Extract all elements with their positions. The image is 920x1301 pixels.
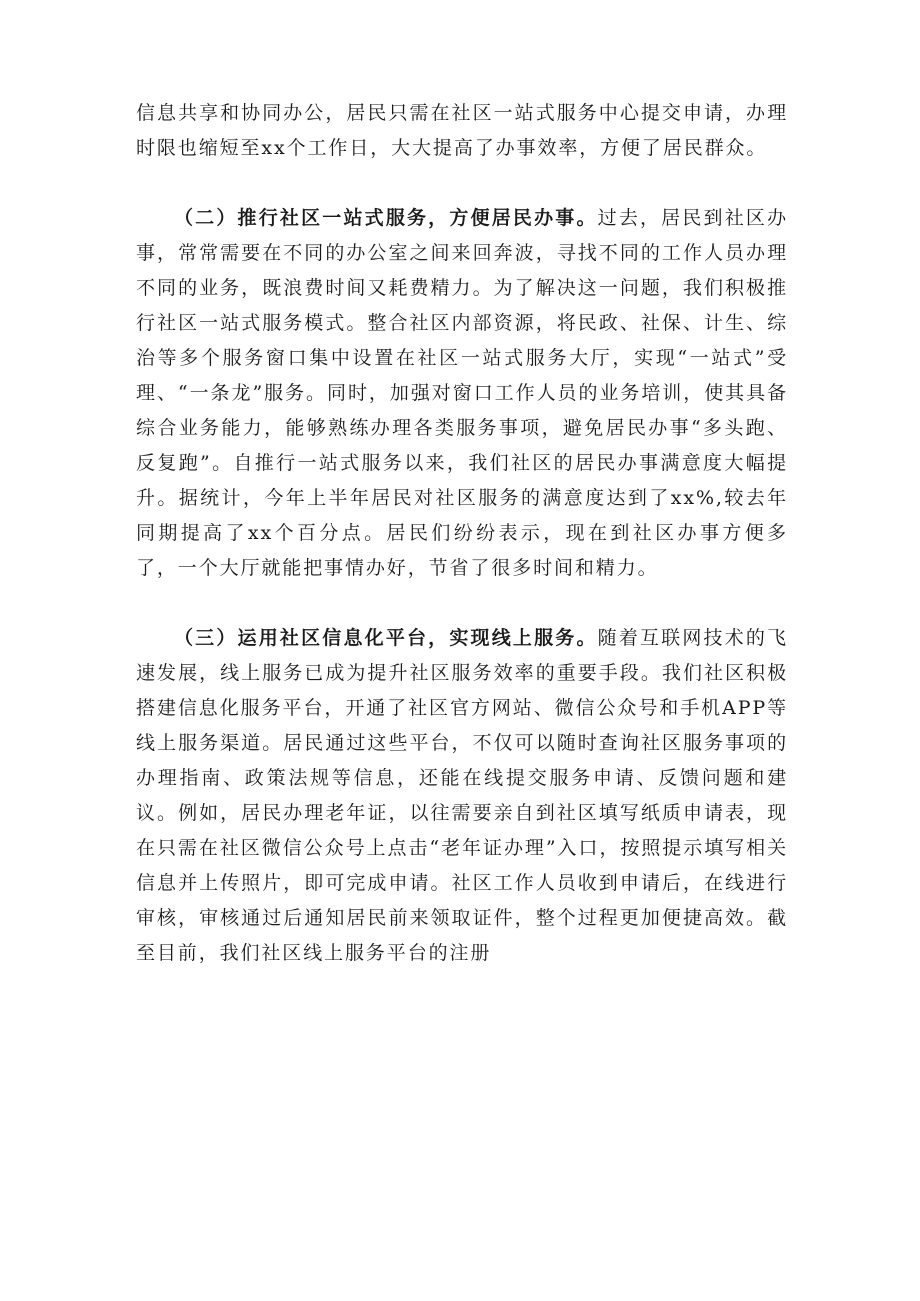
paragraph-body: 信息共享和协同办公，居民只需在社区一站式服务中心提交申请，办理时限也缩短至xx个工作日，大大提高了办事效率，方便了居民群众。 <box>136 102 788 159</box>
paragraph-body: 过去，居民到社区办事，常常需要在不同的办公室之间来回奔波，寻找不同的工作人员办理不同的业务，既浪费时间又耗费精力。为了解决这一问题，我们积极推行社区一站式服务模式。整合社区内部资源，将民政、社保、计生、综治等多个服务窗口集中设置在社区一站式服务大厅，实现“一站式”受理、“一条龙”服务。同时，加强对窗口工作人员的业务培训，使其具备综合业务能力，能够熟练办理各类服务事项，避免居民办事“多头跑、反复跑”。自推行一站式服务以来，我们社区的居民办事满意度大幅提升。据统计，今年上半年居民对社区服务的满意度达到了xx%,较去年同期提高了xx个百分点。居民们纷纷表示，现在到社区办事方便多了，一个大厅就能把事情办好，节省了很多时间和精力。 <box>136 207 788 579</box>
paragraph-body: 随着互联网技术的飞速发展，线上服务已成为提升社区服务效率的重要手段。我们社区积极搭建信息化服务平台，开通了社区官方网站、微信公众号和手机APP等线上服务渠道。居民通过这些平台，不仅可以随时查询社区服务事项的办理指南、政策法规等信息，还能在线提交服务申请、反馈问题和建议。例如，居民办理老年证，以往需要亲自到社区填写纸质申请表，现在只需在社区微信公众号上点击“老年证办理”入口，按照提示填写相关信息并上传照片，即可完成申请。社区工作人员收到申请后，在线进行审核，审核通过后通知居民前来领取证件，整个过程更加便捷高效。截至目前，我们社区线上服务平台的注册 <box>136 627 788 964</box>
document-page <box>136 96 788 971</box>
paragraph-section-three <box>136 621 788 971</box>
section-heading: （二）推行社区一站式服务，方便居民办事。 <box>174 207 598 229</box>
section-heading: （三）运用社区信息化平台，实现线上服务。 <box>174 627 598 649</box>
paragraph-continuation <box>136 96 788 166</box>
paragraph-section-two <box>136 201 788 586</box>
